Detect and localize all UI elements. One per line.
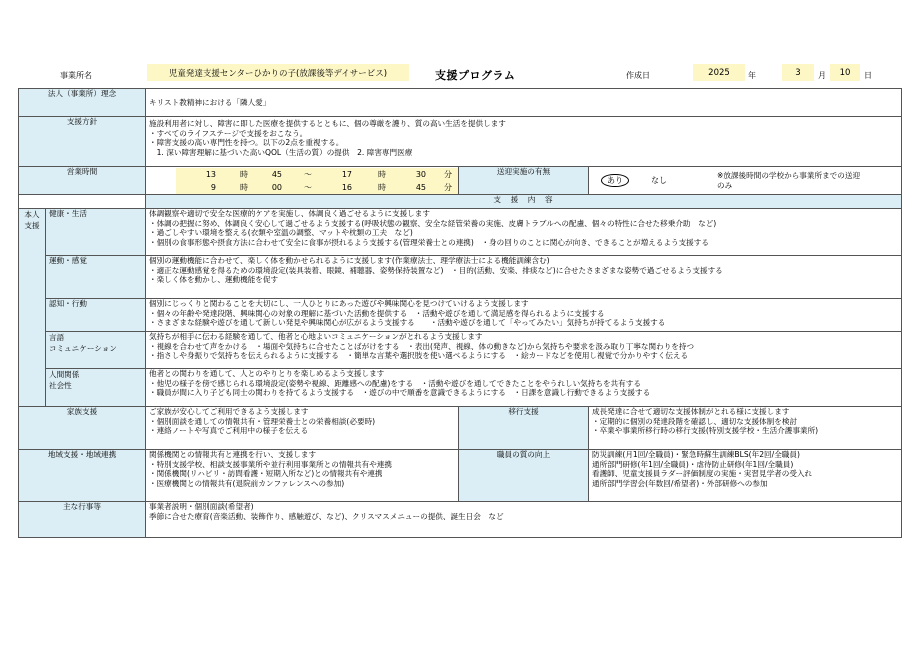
section-cognition bbox=[146, 299, 902, 332]
policy-line: ・すべてのライフステージで支援をおこなう。 bbox=[149, 128, 308, 138]
policy-label: 支援方針 bbox=[19, 117, 146, 167]
month-value: 3 bbox=[782, 64, 814, 81]
family-line: ・個別面談を通しての情報共有・管理栄養士との栄養相談(必要時) bbox=[149, 416, 376, 426]
family-line: ご家族が安心してご利用できるよう支援します bbox=[149, 407, 309, 416]
section-label-language: 言語 コミュニケーション bbox=[46, 332, 146, 369]
policy-text bbox=[146, 117, 902, 167]
program-table bbox=[18, 88, 902, 538]
transition-text bbox=[589, 407, 902, 450]
policy-line: 1. 深い障害理解に基づいた高いQOL（生活の質）の提供 2. 障害専門医療 bbox=[149, 147, 413, 157]
pickup-note: ※放課後時間の学校から事業所までの送迎 bbox=[717, 170, 861, 180]
hours-r2-hour-unit2: 時 bbox=[378, 182, 386, 192]
staff-text bbox=[589, 450, 902, 502]
staff-line: 防災訓練(月1回/全職員)・緊急時蘇生訓練BLS(年2回/全職員) bbox=[592, 450, 800, 459]
section-label-cognition: 認知・行動 bbox=[46, 299, 146, 332]
pickup-value bbox=[589, 167, 902, 195]
hours-r1-close-hour: 17 bbox=[341, 169, 352, 179]
philosophy-label: 法人（事業所）理念 bbox=[19, 89, 146, 117]
staff-label: 職員の質の向上 bbox=[459, 450, 589, 502]
transition-label: 移行支援 bbox=[459, 407, 589, 450]
office-label: 事業所名 bbox=[60, 71, 92, 80]
events-line: 事業者説明・個別面談(希望者) bbox=[149, 502, 254, 511]
section-line: ・個別の食事形態や摂食方法に合わせて安全に食事が摂れるよう支援する(管理栄養士との連携) ・身の回りのことに関心が向き、できることが増えるよう支援する bbox=[149, 237, 709, 247]
hours-r1-tilde: ～ bbox=[304, 169, 312, 179]
page-title: 支援プログラム bbox=[435, 69, 516, 82]
policy-line: ・障害支援の高い専門性を持つ。以下の2点を重視する。 bbox=[149, 138, 344, 148]
section-social bbox=[146, 369, 902, 407]
section-line: ・指さしや身振りで気持ちを伝えられるように支援する ・簡単な言葉や選択肢を使い選べるようにする ・絵カードなどを使用し視覚で分かりやすく伝える bbox=[149, 351, 689, 361]
section-label-health: 健康・生活 bbox=[46, 209, 146, 256]
section-line: ・楽しく体を動かし、運動機能を促す bbox=[149, 275, 279, 285]
section-health bbox=[146, 209, 902, 256]
hours-r2-open-min: 00 bbox=[271, 182, 282, 192]
pickup-note: のみ bbox=[717, 180, 733, 190]
community-text bbox=[146, 450, 459, 502]
family-line: ・連絡ノートや写真でご利用中の様子を伝える bbox=[149, 426, 309, 436]
family-text bbox=[146, 407, 459, 450]
pickup-no: なし bbox=[651, 175, 667, 185]
events-line: 季節に合せた療育(音楽活動、装飾作り、感触遊び、など)、クリスマスメニューの提供、誕生日会 など bbox=[149, 511, 504, 521]
staff-line: 看護師、児童支援員ラダー評価制度の実施・実習見学者の受入れ bbox=[592, 469, 813, 479]
hours-label: 営業時間 bbox=[19, 167, 146, 195]
office-name: 児童発達支援センターひかりの子(放課後等デイサービス) bbox=[147, 64, 409, 81]
hours-r2-close-hour: 16 bbox=[341, 182, 352, 192]
year-unit: 年 bbox=[748, 71, 756, 80]
community-line: ・関係機関(リハビリ・訪問看護・短期入所など)との情報共有や連携 bbox=[149, 469, 383, 479]
self-support-label: 本人支援 bbox=[19, 209, 46, 407]
section-line: ・視線を合わせて声をかける ・場面や気持ちに合せたことばがけをする ・表出(発声、視線、体の動きなど)から気持ちや要求を汲み取り丁寧な関わりを持つ bbox=[149, 341, 695, 351]
events-label: 主な行事等 bbox=[19, 502, 146, 538]
section-line: 他者との関わりを通して、人とのやりとりを楽しめるよう支援します bbox=[149, 369, 385, 378]
section-line: 体調観察や適切で安全な医療的ケアを実施し、体調良く過ごせるように支援します bbox=[149, 209, 430, 218]
hours-values bbox=[146, 167, 459, 195]
support-content-header: 支 援 内 容 bbox=[146, 195, 902, 209]
hours-r1-open-min: 45 bbox=[271, 169, 282, 179]
section-line: ・過ごしやすい環境を整える(衣類や室温の調整、マットや枕類の工夫 など) bbox=[149, 228, 413, 238]
community-label: 地域支援・地域連携 bbox=[19, 450, 146, 502]
philosophy-text: キリスト教精神における「隣人愛」 bbox=[146, 89, 902, 117]
hours-r1-hour-unit2: 時 bbox=[378, 169, 386, 179]
staff-line: 通所部門学習会(年数回/希望者)・外部研修への参加 bbox=[592, 478, 768, 488]
section-line: ・さまざまな経験や遊びを通して新しい発見や興味関心が広がるよう支援する ・活動や遊びを通して「やってみたい」気持ちが持てるよう支援する bbox=[149, 318, 666, 328]
hours-r1-min-unit: 分 bbox=[444, 169, 452, 179]
day-value: 10 bbox=[830, 64, 860, 81]
section-line: 個別にじっくりと関わることを大切にし、一人ひとりにあった遊びや興味関心を見つけていけるよう支援します bbox=[149, 299, 529, 308]
day-unit: 日 bbox=[864, 71, 872, 80]
pickup-yes-circled: あり bbox=[601, 174, 629, 188]
hours-r1-hour-unit: 時 bbox=[240, 169, 248, 179]
section-line: 気持ちが相手に伝わる経験を通して、他者と心地よいコミュニケーションがとれるよう支援します bbox=[149, 332, 483, 341]
section-label-social: 人間関係 社会性 bbox=[46, 369, 146, 407]
created-date-label: 作成日 bbox=[626, 71, 650, 80]
family-label: 家族支援 bbox=[19, 407, 146, 450]
pickup-label: 送迎実施の有無 bbox=[459, 167, 589, 195]
policy-line: 施設利用者に対し、障害に即した医療を提供するとともに、個の尊厳を護り、質の高い生活を提供します bbox=[149, 119, 506, 128]
year-value: 2025 bbox=[693, 64, 745, 81]
transition-line: ・定期的に個別の発達段階を確認し、適切な支援体制を検討 bbox=[592, 416, 798, 426]
section-motor bbox=[146, 256, 902, 299]
transition-line: 成長発達に合せて適切な支援体制がとれる様に支援します bbox=[592, 407, 790, 416]
hours-r1-open-hour: 13 bbox=[205, 169, 216, 179]
section-line: ・他児の様子を傍で感じられる環境設定(姿勢や視線、距離感への配慮)をする ・活動や遊びを通してできたことをやうれしい気持ちを共有する bbox=[149, 378, 641, 388]
section-line: ・体調の把握に努め、体調良く安心して過ごせるよう支援する(呼吸状態の観察、安全な経管栄養の実施、皮膚トラブルへの配慮、個々の特性に合せた移乗介助 など) bbox=[149, 218, 717, 228]
transition-line: ・卒業や事業所移行時の移行支援(特別支援学校・生活介護事業所) bbox=[592, 426, 819, 436]
section-line: ・職員が間に入り子ども同士の関わりを持てるよう支援する ・遊びの中で順番を意識できるようにする ・日課を意識し行動できるよう支援する bbox=[149, 388, 651, 398]
hours-r2-tilde: ～ bbox=[304, 182, 312, 192]
hours-r1-close-min: 30 bbox=[415, 169, 426, 179]
hours-r2-hour-unit: 時 bbox=[240, 182, 248, 192]
hours-r2-min-unit: 分 bbox=[444, 182, 452, 192]
section-line: 個別の運動機能に合わせて、楽しく体を動かせられるように支援します(作業療法士、理学療法士による機能訓練含む) bbox=[149, 256, 550, 265]
hours-r2-open-hour: 9 bbox=[210, 182, 216, 192]
community-line: ・特別支援学校、相談支援事業所や並行利用事業所との情報共有や連携 bbox=[149, 459, 392, 469]
community-line: 関係機関との情報共有と連携を行い、支援します bbox=[149, 450, 317, 459]
section-language bbox=[146, 332, 902, 369]
month-unit: 月 bbox=[818, 71, 826, 80]
community-line: ・医療機関との情報共有(退院前カンファレンスへの参加) bbox=[149, 478, 345, 488]
section-line: ・適正な運動感覚を得るための環境設定(装具装着、眼鏡、補聴器、姿勢保持装置など) ・目的(活動、安楽、排痰など)に合せたさまざまな姿勢で過ごせるよう支援する bbox=[149, 265, 723, 275]
events-text bbox=[146, 502, 902, 538]
section-label-motor: 運動・感覚 bbox=[46, 256, 146, 299]
hours-r2-close-min: 45 bbox=[415, 182, 426, 192]
section-line: ・個々の年齢や発達段階、興味関心の対象の理解に基づいた活動を提供する ・活動や遊びを通して満足感を得られるように支援する bbox=[149, 308, 605, 318]
staff-line: 通所部門研修(年1回/全職員)・虐待防止研修(年1回/全職員) bbox=[592, 459, 794, 469]
